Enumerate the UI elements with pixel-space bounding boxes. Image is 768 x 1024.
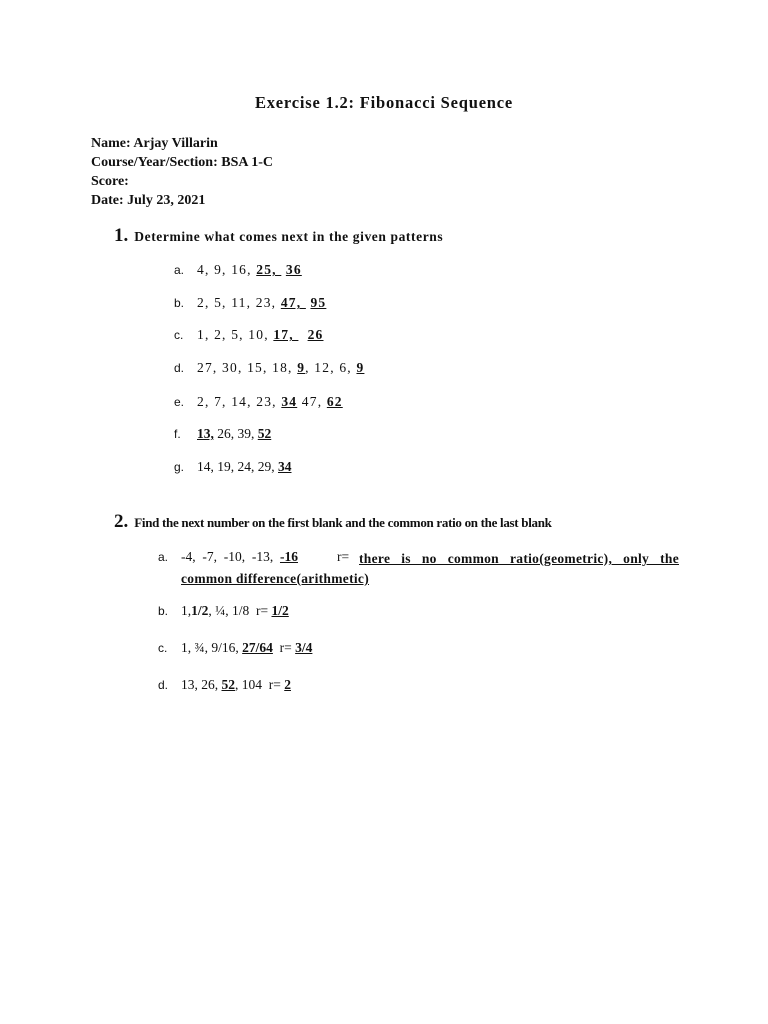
- answer-1: 34: [281, 394, 298, 409]
- ratio-label: r=: [256, 603, 269, 618]
- question-1-text: Determine what comes next in the given patterns: [134, 229, 444, 244]
- name-line: Name: Arjay Villarin: [91, 136, 218, 151]
- answer-1: 9: [297, 360, 306, 375]
- answer-2: 9: [356, 360, 365, 375]
- ratio-answer: 3/4: [295, 640, 313, 655]
- answer-1: -16: [279, 549, 298, 564]
- item-sequence: 1,1/2, ¼, 1/8 r= 1/2: [181, 603, 289, 618]
- ratio-label: r=: [337, 549, 350, 564]
- answer-1: 52: [221, 677, 235, 692]
- answer-2: 52: [257, 426, 272, 441]
- item-sequence: 27, 30, 15, 18, 9, 12, 6, 9: [197, 360, 365, 375]
- item-letter: e.: [174, 395, 185, 409]
- answer-2: 36: [285, 262, 302, 277]
- question-2-text: Find the next number on the first blank and the common ratio on the last blank: [134, 515, 552, 530]
- item-letter: a.: [158, 550, 169, 564]
- answer-2: 26: [307, 327, 324, 342]
- answer-1: 47,: [280, 295, 306, 310]
- course-line: Course/Year/Section: BSA 1-C: [91, 155, 273, 170]
- ratio-answer: 1/2: [271, 603, 289, 618]
- answer-1: 13,: [197, 426, 214, 441]
- date-line: Date: July 23, 2021: [91, 193, 206, 208]
- item-letter: b.: [174, 296, 185, 310]
- answer-2: 95: [310, 295, 327, 310]
- item-letter: c.: [174, 328, 184, 342]
- answer-1: 34: [278, 459, 292, 474]
- item-letter: c.: [158, 641, 168, 655]
- item-sequence: 13, 26, 52, 104 r= 2: [181, 677, 291, 692]
- item-letter: b.: [158, 604, 169, 618]
- item-sequence: 1, 2, 5, 10, 17, 26: [197, 327, 324, 342]
- item-sequence: 14, 19, 24, 29, 34: [197, 459, 292, 474]
- ratio-label: r=: [279, 640, 292, 655]
- answer-1: 1/2: [191, 603, 209, 618]
- ratio-label: r=: [268, 677, 281, 692]
- item-sequence: 2, 5, 11, 23, 47, 95: [197, 295, 327, 310]
- answer-1: 25,: [256, 262, 282, 277]
- answer-1: 27/64: [242, 640, 273, 655]
- item-sequence: -4, -7, -10, -13, -16: [181, 549, 298, 564]
- question-1-number: 1.: [114, 225, 129, 246]
- item-letter: g.: [174, 460, 185, 474]
- score-line: Score:: [91, 174, 129, 189]
- item-sequence: 2, 7, 14, 23, 34 47, 62: [197, 394, 343, 409]
- item-letter: d.: [158, 678, 169, 692]
- q2-a-ratio-answer: there is no common ratio(geometric), only the common difference(arithmetic): [181, 551, 679, 586]
- ratio-answer: 2: [284, 677, 291, 692]
- answer-1: 17,: [273, 327, 299, 342]
- item-sequence: 1, ¾, 9/16, 27/64 r= 3/4: [181, 640, 313, 655]
- answer-2: 62: [326, 394, 343, 409]
- item-sequence: 4, 9, 16, 25, 36: [197, 262, 302, 277]
- question-2-number: 2.: [114, 511, 129, 532]
- item-letter: d.: [174, 361, 185, 375]
- item-letter: a.: [174, 263, 185, 277]
- item-letter: f.: [174, 427, 181, 441]
- question-1-header: [114, 225, 443, 247]
- item-sequence: 13, 26, 39, 52: [197, 426, 272, 441]
- question-2-header: [114, 511, 552, 533]
- page-title: Exercise 1.2: Fibonacci Sequence: [254, 93, 514, 112]
